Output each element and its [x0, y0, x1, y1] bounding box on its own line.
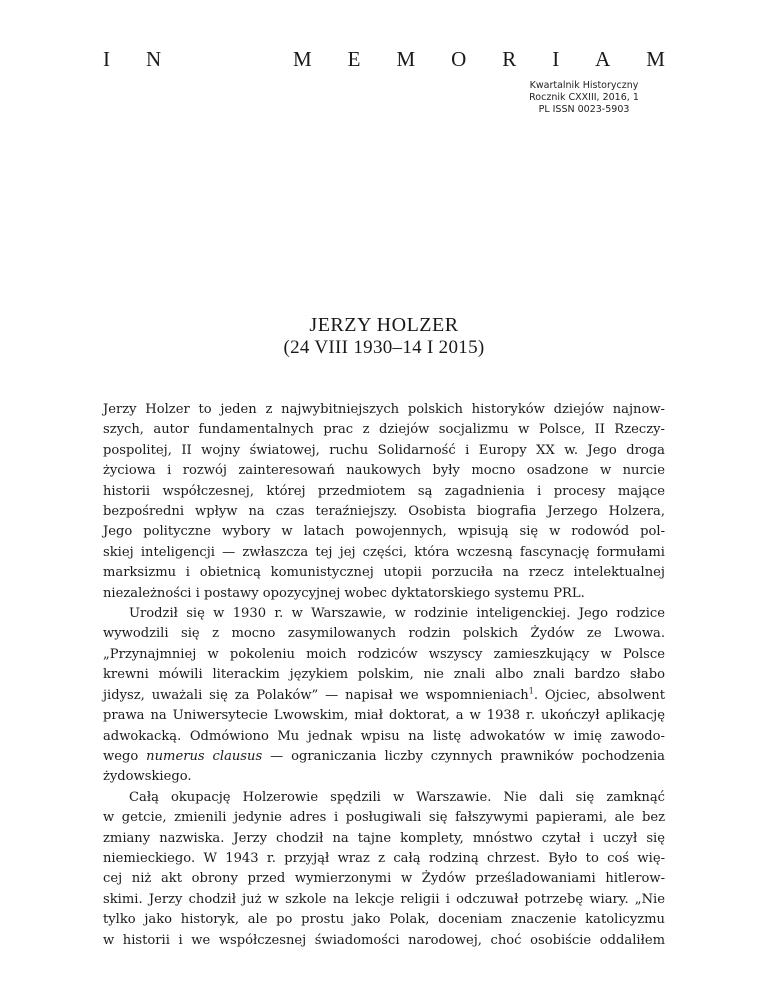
paragraph-2 [103, 604, 665, 788]
text-line: Urodził się w 1930 r. w Warszawie, w rodzinie inteligenckiej. Jego rodzice [129, 606, 665, 622]
text-line: niezależności i postawy opozycyjnej wobec dyktatorskiego systemu PRL. [103, 585, 585, 601]
text-line: skimi. Jerzy chodził już w szkole na lekcje religii i odczuwał potrzebę wiary. „Nie [103, 891, 665, 907]
text-line: historii współczesnej, której przedmiotem są zagadnienia i procesy mające [103, 483, 665, 499]
text-line: skiej inteligencji — zwłaszcza tej jej części, która wczesną fascynację formułami [103, 544, 665, 560]
italic-term: numerus clausus [146, 748, 263, 764]
journal-issn: PL ISSN 0023-5903 [538, 104, 630, 115]
text-line: w getcie, zmienili jedynie adres i posługiwali się fałszywymi papierami, ale bez [103, 810, 665, 826]
title-letter: I [103, 46, 110, 71]
text-segment: jidysz, uważali się za Polaków” — napisał we wspomnieniach [103, 687, 529, 703]
text-line-with-italic [103, 747, 665, 767]
text-line: zmiany nazwiska. Jerzy chodził na tajne komplety, mnóstwo czytał i uczył się [103, 830, 665, 846]
journal-name: Kwartalnik Historyczny [529, 80, 639, 91]
section-title-in-memoriam [103, 44, 665, 74]
article-title: JERZY HOLZER [309, 314, 459, 336]
journal-info [504, 80, 664, 116]
text-line: żydowskiego. [103, 769, 192, 785]
text-line: Całą okupację Holzerowie spędzili w Warszawie. Nie dali się zamknąć [129, 789, 665, 805]
text-line: prawa na Uniwersytecie Lwowskim, miał doktorat, a w 1938 r. ukończył aplikację [103, 708, 665, 724]
text-segment: . Ojciec, absolwent [533, 687, 665, 703]
paragraph-1 [103, 400, 665, 604]
title-letter: R [502, 46, 517, 71]
text-line: Jerzy Holzer to jeden z najwybitniejszych polskich historyków dziejów najnow- [103, 402, 665, 417]
text-line: „Przynajmniej w pokoleniu moich rodziców wszyscy zamieszkujący w Polsce [103, 646, 665, 662]
text-line: pospolitej, II wojny światowej, ruchu Solidarność i Europy XX w. Jego droga [103, 442, 665, 458]
text-line: krewni mówili literackim językiem polskim, nie znali albo znali bardzo słabo [103, 667, 665, 683]
footnote-ref: 1 [528, 686, 534, 696]
text-line: Jego polityczne wybory w latach powojennych, wpisują się w rodowód pol- [103, 524, 665, 540]
title-letter: I [552, 46, 560, 71]
title-letter: E [347, 46, 361, 71]
text-line: marksizmu i obietnicą komunistycznej utopii porzuciła na rzecz intelektualnej [103, 565, 665, 581]
text-line: w historii i we współczesnej świadomości narodowej, choć osobiście oddaliłem [103, 932, 665, 948]
title-letter: M [646, 46, 665, 71]
text-line: tylko jako historyk, ale po prostu jako Polak, doceniam znaczenie katolicyzmu [103, 912, 665, 928]
title-letter: O [451, 46, 467, 71]
title-letter: M [293, 46, 312, 71]
article-dates: (24 VIII 1930–14 I 2015) [283, 337, 485, 358]
text-line: wywodzili się z mocno zasymilowanych rodzin polskich Żydów ze Lwowa. [103, 626, 665, 642]
journal-volume: Rocznik CXXIII, 2016, 1 [529, 92, 639, 103]
title-letter: M [396, 46, 416, 71]
text-line: adwokacką. Odmówiono Mu jednak wpisu na listę adwokatów w imię zawodo- [103, 728, 665, 744]
paragraph-3 [103, 788, 665, 951]
text-line-with-footnote [103, 686, 665, 706]
text-segment: wego [103, 748, 139, 764]
text-line: bezpośredni wpływ na czas teraźniejszy. Osobista biografia Jerzego Holzera, [103, 504, 665, 520]
title-letter: A [595, 46, 611, 71]
text-line: życiowa i rozwój zainteresowań naukowych były mocno osadzone w nurcie [103, 463, 665, 479]
title-letter: N [145, 46, 162, 71]
text-segment: — ograniczania liczby czynnych prawników pochodzenia [262, 748, 665, 764]
article-body [103, 400, 665, 951]
text-line: niemieckiego. W 1943 r. przyjął wraz z całą rodziną chrzest. Było to coś wię- [103, 850, 665, 866]
text-line: cej niż akt obrony przed wymierzonymi w Żydów prześladowaniami hitlerow- [103, 871, 665, 887]
text-line: szych, autor fundamentalnych prac z dziejów socjalizmu w Polsce, II Rzeczy- [103, 422, 665, 438]
